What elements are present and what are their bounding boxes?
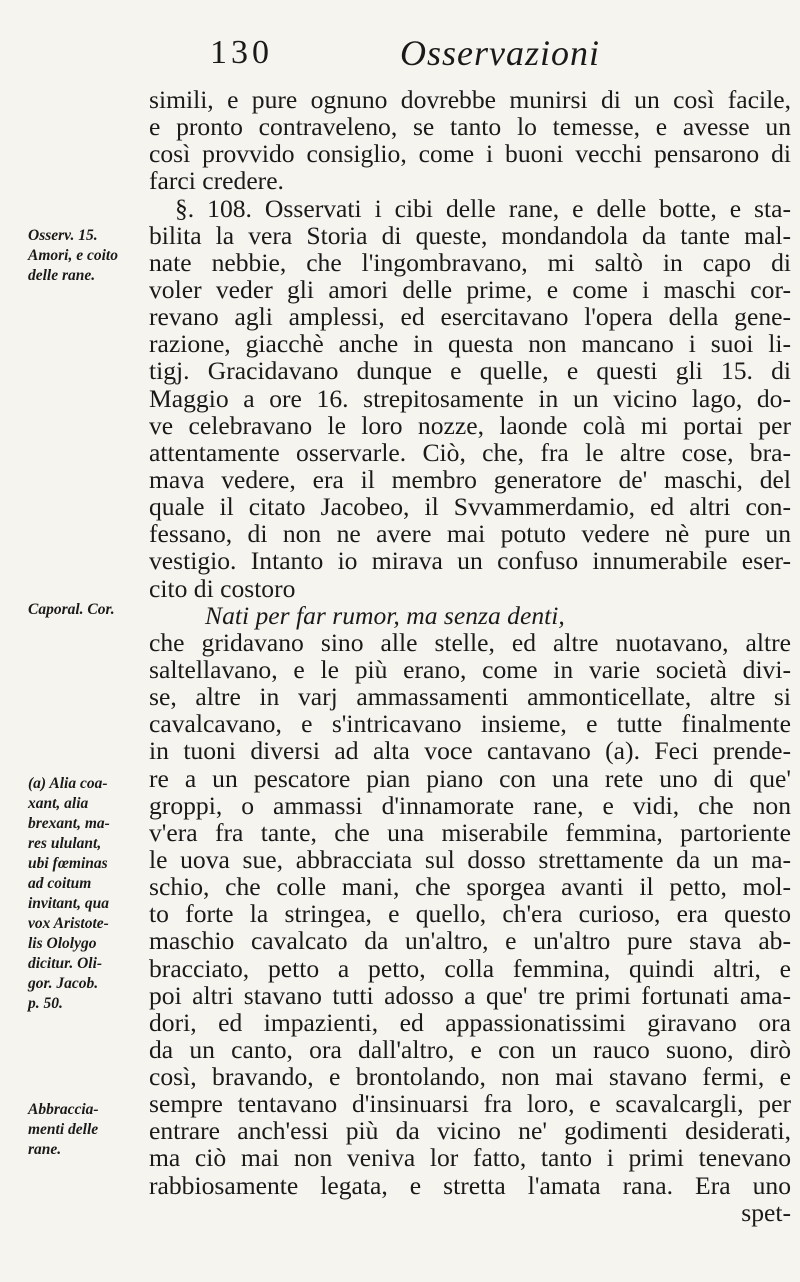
text-line: così provvido consiglio, come i buoni vecchi pensarono di [149, 139, 791, 169]
text-line: e pronto contraveleno, se tanto lo temesse, e avesse un [149, 112, 791, 142]
text-line: v'era fra tante, che una miserabile femmina, partoriente [149, 817, 791, 847]
margin-note-line: invitant, qua [28, 895, 109, 912]
text-line: da un canto, ora dall'altro, e con un rauco suono, dirò [149, 1034, 791, 1064]
margin-note-line: rane. [28, 1141, 62, 1158]
margin-note-line: lis Ololygo [28, 935, 97, 952]
text-line: voler veder gli amori delle prime, e come i maschi cor- [149, 274, 791, 304]
text-line: le uova sue, abbracciata sul dosso strettamente da un ma- [149, 844, 791, 874]
margin-note-embraces [28, 1100, 146, 1160]
text-line: ve celebravano le loro nozze, laonde colà mi portai per [149, 410, 791, 440]
margin-note-line: gor. Jacob. [28, 975, 99, 992]
margin-note-line: menti delle [28, 1121, 99, 1138]
quoted-verse: Nati per far rumor, ma senza denti, [205, 600, 565, 630]
page-number: 130 [210, 34, 273, 71]
text-line: dori, ed impazienti, ed appassionatissimi giravano ora [149, 1007, 791, 1037]
margin-note-line: Amori, e coito [28, 247, 118, 264]
text-line: in tuoni diversi ad alta voce cantavano (a). Feci prende- [149, 736, 791, 766]
margin-note-line: Caporal. Cor. [28, 601, 115, 618]
text-line: Maggio a ore 16. strepitosamente in un vicino lago, do- [149, 383, 791, 413]
margin-note-line: xant, alia [28, 795, 89, 812]
text-line: razione, giacchè anche in questa non mancano i suoi li- [149, 329, 791, 359]
text-line: attentamente osservarle. Ciò, che, fra le altre cose, bra- [149, 437, 791, 467]
text-line: mava vedere, era il membro generatore de' maschi, del [149, 464, 791, 494]
text-line: revano agli amplessi, ed esercitavano l'opera della gene- [149, 302, 791, 332]
text-line: rabbiosamente legata, e stretta l'amata rana. Era uno [149, 1170, 791, 1200]
text-line: groppi, o ammassi d'innamorate rane, e vidi, che non [149, 790, 791, 820]
margin-note-line: res ululant, [28, 835, 102, 852]
text-line: tigj. Gracidavano dunque e quelle, e questi gli 15. di [149, 356, 791, 386]
text-line: così, bravando, e brontolando, non mai stavano fermi, e [149, 1062, 791, 1092]
text-line: sempre tentavano d'insinuarsi fra loro, e scavalcargli, per [149, 1089, 791, 1119]
text-line: simili, e pure ognuno dovrebbe munirsi di un così facile, [149, 85, 791, 114]
text-line: vestigio. Intanto io mirava un confuso innumerabile eser- [149, 546, 791, 576]
margin-note-line: vox Aristote- [28, 915, 109, 932]
margin-note-line: dicitur. Oli- [28, 955, 103, 972]
margin-note-line: brexant, ma- [28, 815, 110, 832]
text-line: farci credere. [149, 166, 284, 196]
text-line: cito di costoro [149, 573, 296, 603]
running-head: Osservazioni [400, 33, 600, 73]
text-line: to forte la stringea, e quello, ch'era curioso, era questo [149, 899, 791, 929]
text-line: re a un pescatore pian piano con una rete uno di que' [149, 763, 791, 793]
text-line: maschio cavalcato da un'altro, e un'altro pure stava ab- [149, 926, 791, 956]
text-line: saltellavano, e le più erano, come in varie società divi- [149, 654, 791, 684]
text-line: bracciato, petto a petto, colla femmina, quindi altri, e [149, 953, 791, 983]
margin-note-line: ubi fœminas [28, 855, 108, 872]
text-line: quale il citato Jacobeo, il Svvammerdamio, ed altri con- [149, 492, 791, 522]
text-line: entrare anch'essi più da vicino ne' godimenti desiderati, [149, 1116, 791, 1146]
margin-note-line: delle rane. [28, 267, 96, 284]
text-line: poi altri stavano tutti adosso a que' tre primi fortunati ama- [149, 980, 791, 1010]
margin-note-citation [28, 600, 146, 620]
margin-note-observation [28, 226, 146, 286]
section-start-line: §. 108. Osservati i cibi delle rane, e delle botte, e sta- [175, 193, 791, 223]
catchword: spet- [741, 1197, 791, 1227]
body-text [149, 86, 791, 1226]
text-line: che gridavano sino alle stelle, ed altre nuotavano, altre [149, 627, 791, 657]
margin-footnote [28, 774, 146, 1014]
text-line: fessano, di non ne avere mai potuto vedere nè pure un [149, 519, 791, 549]
margin-note-line: Osserv. 15. [28, 227, 98, 244]
margin-note-line: (a) Alia coa- [28, 775, 108, 792]
text-line: bilita la vera Storia di queste, mondandola da tante mal- [149, 220, 791, 250]
margin-note-line: Abbraccia- [28, 1101, 99, 1118]
page-header [0, 26, 800, 86]
text-line: cavalcavano, e s'intricavano insieme, e tutte finalmente [149, 709, 791, 739]
text-line: ma ciò mai non veniva lor fatto, tanto i primi tenevano [149, 1143, 791, 1173]
text-line: schio, che colle mani, che sporgea avanti il petto, mol- [149, 872, 791, 902]
text-line: nate nebbie, che l'ingombravano, mi saltò in capo di [149, 247, 791, 277]
margin-note-line: p. 50. [28, 995, 63, 1012]
margin-note-line: ad coitum [28, 875, 92, 892]
text-line: se, altre in varj ammassamenti ammonticellate, altre si [149, 682, 791, 712]
